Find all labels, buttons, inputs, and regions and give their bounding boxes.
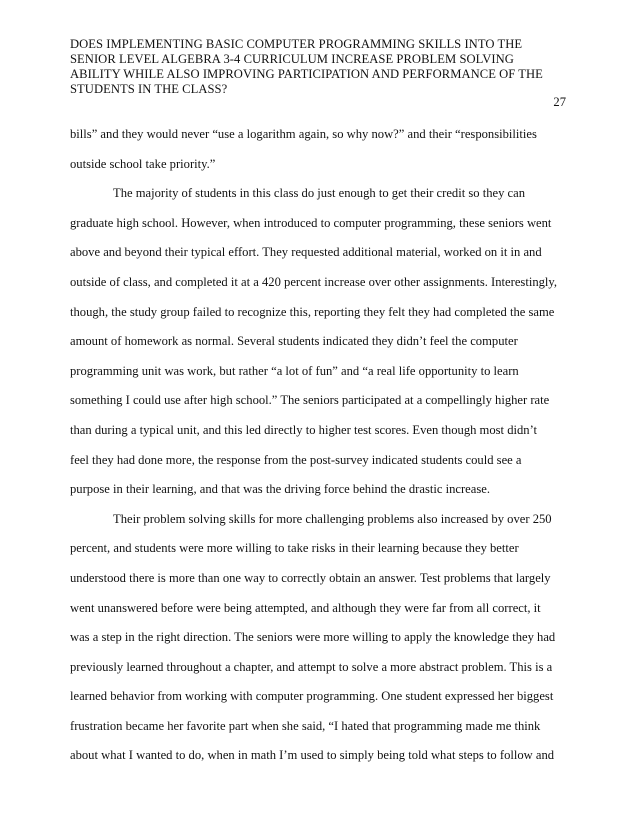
text-line: learned behavior from working with computer programming. One student expressed her biggest bbox=[70, 689, 554, 704]
text-line: bills” and they would never “use a logarithm again, so why now?” and their “responsibilities bbox=[70, 127, 537, 141]
text-line: went unanswered before were being attempted, and although they were far from all correct, it bbox=[70, 600, 541, 615]
text-line: was a step in the right direction. The seniors were more willing to apply the knowledge they had bbox=[70, 630, 556, 645]
running-head-line: SENIOR LEVEL ALGEBRA 3-4 CURRICULUM INCREASE PROBLEM SOLVING bbox=[70, 52, 514, 66]
text-line: something I could use after high school.” The seniors participated at a compellingly higher rate bbox=[70, 393, 550, 408]
text-line: percent, and students were more willing to take risks in their learning because they better bbox=[70, 541, 519, 556]
running-head-line: ABILITY WHILE ALSO IMPROVING PARTICIPATION AND PERFORMANCE OF THE bbox=[70, 67, 543, 81]
text-line: about what I wanted to do, when in math I’m used to simply being told what steps to follow and bbox=[70, 748, 555, 763]
page-number: 27 bbox=[553, 95, 566, 109]
text-line: though, the study group failed to recognize this, reporting they felt they had completed the same bbox=[70, 304, 555, 319]
text-line: feel they had done more, the response from the post-survey indicated students could see a bbox=[70, 452, 522, 467]
running-head-line: STUDENTS IN THE CLASS? bbox=[70, 82, 228, 96]
text-line: outside school take priority.” bbox=[70, 156, 216, 171]
running-head-line: DOES IMPLEMENTING BASIC COMPUTER PROGRAMMING SKILLS INTO THE bbox=[70, 37, 523, 51]
running-head bbox=[70, 37, 570, 97]
text-line: previously learned throughout a chapter, and attempt to solve a more abstract problem. This is a bbox=[70, 659, 553, 674]
text-line: programming unit was work, but rather “a lot of fun” and “a real life opportunity to learn bbox=[70, 363, 519, 378]
text-line: graduate high school. However, when introduced to computer programming, these seniors went bbox=[70, 215, 552, 230]
paragraph-start-line: Their problem solving skills for more challenging problems also increased by over 250 bbox=[113, 511, 552, 526]
text-line: frustration became her favorite part when she said, “I hated that programming made me think bbox=[70, 718, 541, 733]
paragraph-start-line: The majority of students in this class do just enough to get their credit so they can bbox=[113, 186, 526, 201]
text-line: above and beyond their typical effort. They requested additional material, worked on it in and bbox=[70, 245, 542, 260]
text-line: amount of homework as normal. Several students indicated they didn’t feel the computer bbox=[70, 334, 518, 349]
text-line: understood there is more than one way to correctly obtain an answer. Test problems that largely bbox=[70, 570, 551, 585]
body-text bbox=[70, 120, 578, 771]
text-line: than during a typical unit, and this led directly to higher test scores. Even though most didn’t bbox=[70, 422, 538, 437]
text-line: outside of class, and completed it at a 420 percent increase over other assignments. Interestingly, bbox=[70, 274, 558, 289]
text-line: purpose in their learning, and that was the driving force behind the drastic increase. bbox=[70, 482, 490, 497]
